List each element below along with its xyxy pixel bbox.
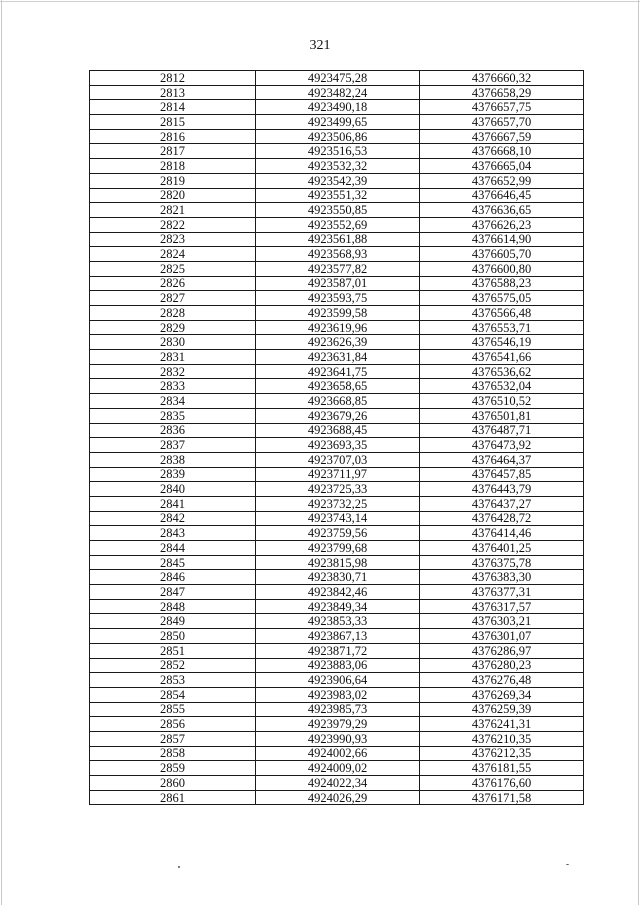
table-row: [90, 702, 584, 717]
x-coordinate-cell: 4923506,86: [256, 129, 420, 144]
table-row: [90, 320, 584, 335]
table-row: [90, 364, 584, 379]
point-number-cell: 2851: [90, 643, 256, 658]
y-coordinate-cell: 4376280,23: [420, 658, 584, 673]
table-row: [90, 614, 584, 629]
point-number-cell: 2844: [90, 541, 256, 556]
point-number-cell: 2834: [90, 394, 256, 409]
table-row: [90, 85, 584, 100]
y-coordinate-cell: 4376668,10: [420, 144, 584, 159]
table-row: [90, 673, 584, 688]
table-row: [90, 570, 584, 585]
table-row: [90, 115, 584, 130]
y-coordinate-cell: 4376652,99: [420, 173, 584, 188]
scan-speck: [178, 866, 180, 868]
y-coordinate-cell: 4376383,30: [420, 570, 584, 585]
x-coordinate-cell: 4923842,46: [256, 585, 420, 600]
point-number-cell: 2853: [90, 673, 256, 688]
table-row: [90, 438, 584, 453]
x-coordinate-cell: 4924026,29: [256, 790, 420, 805]
y-coordinate-cell: 4376241,31: [420, 717, 584, 732]
x-coordinate-cell: 4923599,58: [256, 306, 420, 321]
table-row: [90, 247, 584, 262]
x-coordinate-cell: 4923568,93: [256, 247, 420, 262]
table-row: [90, 159, 584, 174]
y-coordinate-cell: 4376575,05: [420, 291, 584, 306]
table-row: [90, 482, 584, 497]
y-coordinate-cell: 4376464,37: [420, 452, 584, 467]
table-row: [90, 452, 584, 467]
x-coordinate-cell: 4924022,34: [256, 776, 420, 791]
point-number-cell: 2836: [90, 423, 256, 438]
table-row: [90, 350, 584, 365]
point-number-cell: 2849: [90, 614, 256, 629]
table-row: [90, 306, 584, 321]
y-coordinate-cell: 4376636,65: [420, 203, 584, 218]
table-row: [90, 761, 584, 776]
point-number-cell: 2827: [90, 291, 256, 306]
x-coordinate-cell: 4923577,82: [256, 261, 420, 276]
point-number-cell: 2829: [90, 320, 256, 335]
page-top-edge: [0, 1, 640, 2]
table-row: [90, 335, 584, 350]
y-coordinate-cell: 4376660,32: [420, 71, 584, 86]
point-number-cell: 2842: [90, 511, 256, 526]
y-coordinate-cell: 4376501,81: [420, 408, 584, 423]
table-row: [90, 687, 584, 702]
x-coordinate-cell: 4923499,65: [256, 115, 420, 130]
y-coordinate-cell: 4376532,04: [420, 379, 584, 394]
table-row: [90, 790, 584, 805]
point-number-cell: 2858: [90, 746, 256, 761]
point-number-cell: 2843: [90, 526, 256, 541]
point-number-cell: 2847: [90, 585, 256, 600]
x-coordinate-cell: 4924002,66: [256, 746, 420, 761]
x-coordinate-cell: 4923693,35: [256, 438, 420, 453]
point-number-cell: 2860: [90, 776, 256, 791]
x-coordinate-cell: 4923732,25: [256, 496, 420, 511]
x-coordinate-cell: 4923658,65: [256, 379, 420, 394]
table-row: [90, 541, 584, 556]
table-row: [90, 144, 584, 159]
point-number-cell: 2828: [90, 306, 256, 321]
point-number-cell: 2817: [90, 144, 256, 159]
point-number-cell: 2826: [90, 276, 256, 291]
x-coordinate-cell: 4923906,64: [256, 673, 420, 688]
x-coordinate-cell: 4923979,29: [256, 717, 420, 732]
y-coordinate-cell: 4376428,72: [420, 511, 584, 526]
table-row: [90, 100, 584, 115]
x-coordinate-cell: 4923853,33: [256, 614, 420, 629]
table-row: [90, 555, 584, 570]
point-number-cell: 2846: [90, 570, 256, 585]
table-row: [90, 394, 584, 409]
x-coordinate-cell: 4923867,13: [256, 629, 420, 644]
table-row: [90, 173, 584, 188]
x-coordinate-cell: 4923990,93: [256, 731, 420, 746]
y-coordinate-cell: 4376212,35: [420, 746, 584, 761]
y-coordinate-cell: 4376473,92: [420, 438, 584, 453]
table-row: [90, 658, 584, 673]
y-coordinate-cell: 4376667,59: [420, 129, 584, 144]
table-row: [90, 188, 584, 203]
x-coordinate-cell: 4923679,26: [256, 408, 420, 423]
point-number-cell: 2854: [90, 687, 256, 702]
table-row: [90, 129, 584, 144]
y-coordinate-cell: 4376553,71: [420, 320, 584, 335]
point-number-cell: 2824: [90, 247, 256, 262]
x-coordinate-cell: 4923551,32: [256, 188, 420, 203]
y-coordinate-cell: 4376401,25: [420, 541, 584, 556]
x-coordinate-cell: 4923475,28: [256, 71, 420, 86]
y-coordinate-cell: 4376176,60: [420, 776, 584, 791]
point-number-cell: 2819: [90, 173, 256, 188]
point-number-cell: 2857: [90, 731, 256, 746]
x-coordinate-cell: 4923815,98: [256, 555, 420, 570]
table-row: [90, 203, 584, 218]
x-coordinate-cell: 4923849,34: [256, 599, 420, 614]
x-coordinate-cell: 4923516,53: [256, 144, 420, 159]
x-coordinate-cell: 4923883,06: [256, 658, 420, 673]
point-number-cell: 2845: [90, 555, 256, 570]
x-coordinate-cell: 4923490,18: [256, 100, 420, 115]
point-number-cell: 2832: [90, 364, 256, 379]
table-row: [90, 467, 584, 482]
y-coordinate-cell: 4376375,78: [420, 555, 584, 570]
y-coordinate-cell: 4376301,07: [420, 629, 584, 644]
table-row: [90, 717, 584, 732]
y-coordinate-cell: 4376276,48: [420, 673, 584, 688]
x-coordinate-cell: 4923830,71: [256, 570, 420, 585]
point-number-cell: 2831: [90, 350, 256, 365]
point-number-cell: 2812: [90, 71, 256, 86]
table-row: [90, 261, 584, 276]
point-number-cell: 2830: [90, 335, 256, 350]
x-coordinate-cell: 4923532,32: [256, 159, 420, 174]
y-coordinate-cell: 4376541,66: [420, 350, 584, 365]
table-row: [90, 776, 584, 791]
x-coordinate-cell: 4923707,03: [256, 452, 420, 467]
y-coordinate-cell: 4376646,45: [420, 188, 584, 203]
point-number-cell: 2822: [90, 217, 256, 232]
table-row: [90, 71, 584, 86]
x-coordinate-cell: 4924009,02: [256, 761, 420, 776]
x-coordinate-cell: 4923688,45: [256, 423, 420, 438]
point-number-cell: 2820: [90, 188, 256, 203]
y-coordinate-cell: 4376665,04: [420, 159, 584, 174]
x-coordinate-cell: 4923871,72: [256, 643, 420, 658]
y-coordinate-cell: 4376457,85: [420, 467, 584, 482]
table-row: [90, 585, 584, 600]
table-row: [90, 276, 584, 291]
x-coordinate-cell: 4923725,33: [256, 482, 420, 497]
x-coordinate-cell: 4923482,24: [256, 85, 420, 100]
y-coordinate-cell: 4376181,55: [420, 761, 584, 776]
y-coordinate-cell: 4376414,46: [420, 526, 584, 541]
y-coordinate-cell: 4376303,21: [420, 614, 584, 629]
y-coordinate-cell: 4376437,27: [420, 496, 584, 511]
y-coordinate-cell: 4376658,29: [420, 85, 584, 100]
x-coordinate-cell: 4923759,56: [256, 526, 420, 541]
point-number-cell: 2852: [90, 658, 256, 673]
table-row: [90, 232, 584, 247]
page-left-edge: [1, 0, 2, 905]
scan-speck: [566, 864, 569, 865]
y-coordinate-cell: 4376600,80: [420, 261, 584, 276]
table-row: [90, 599, 584, 614]
point-number-cell: 2856: [90, 717, 256, 732]
table-row: [90, 511, 584, 526]
y-coordinate-cell: 4376588,23: [420, 276, 584, 291]
y-coordinate-cell: 4376510,52: [420, 394, 584, 409]
table-row: [90, 731, 584, 746]
x-coordinate-cell: 4923561,88: [256, 232, 420, 247]
table-row: [90, 643, 584, 658]
coordinates-table-body: [90, 71, 584, 805]
coordinates-table: [89, 70, 584, 805]
x-coordinate-cell: 4923542,39: [256, 173, 420, 188]
page-number: 321: [309, 38, 331, 53]
y-coordinate-cell: 4376657,75: [420, 100, 584, 115]
table-row: [90, 217, 584, 232]
point-number-cell: 2841: [90, 496, 256, 511]
point-number-cell: 2813: [90, 85, 256, 100]
table-row: [90, 629, 584, 644]
point-number-cell: 2839: [90, 467, 256, 482]
point-number-cell: 2855: [90, 702, 256, 717]
y-coordinate-cell: 4376536,62: [420, 364, 584, 379]
y-coordinate-cell: 4376443,79: [420, 482, 584, 497]
point-number-cell: 2825: [90, 261, 256, 276]
x-coordinate-cell: 4923631,84: [256, 350, 420, 365]
point-number-cell: 2837: [90, 438, 256, 453]
point-number-cell: 2840: [90, 482, 256, 497]
y-coordinate-cell: 4376546,19: [420, 335, 584, 350]
y-coordinate-cell: 4376259,39: [420, 702, 584, 717]
point-number-cell: 2835: [90, 408, 256, 423]
x-coordinate-cell: 4923985,73: [256, 702, 420, 717]
x-coordinate-cell: 4923983,02: [256, 687, 420, 702]
point-number-cell: 2833: [90, 379, 256, 394]
y-coordinate-cell: 4376626,23: [420, 217, 584, 232]
point-number-cell: 2818: [90, 159, 256, 174]
table-row: [90, 423, 584, 438]
x-coordinate-cell: 4923641,75: [256, 364, 420, 379]
x-coordinate-cell: 4923552,69: [256, 217, 420, 232]
x-coordinate-cell: 4923587,01: [256, 276, 420, 291]
y-coordinate-cell: 4376269,34: [420, 687, 584, 702]
table-row: [90, 496, 584, 511]
x-coordinate-cell: 4923799,68: [256, 541, 420, 556]
x-coordinate-cell: 4923593,75: [256, 291, 420, 306]
y-coordinate-cell: 4376317,57: [420, 599, 584, 614]
point-number-cell: 2861: [90, 790, 256, 805]
y-coordinate-cell: 4376605,70: [420, 247, 584, 262]
y-coordinate-cell: 4376171,58: [420, 790, 584, 805]
point-number-cell: 2859: [90, 761, 256, 776]
x-coordinate-cell: 4923619,96: [256, 320, 420, 335]
y-coordinate-cell: 4376657,70: [420, 115, 584, 130]
x-coordinate-cell: 4923668,85: [256, 394, 420, 409]
point-number-cell: 2838: [90, 452, 256, 467]
y-coordinate-cell: 4376566,48: [420, 306, 584, 321]
y-coordinate-cell: 4376210,35: [420, 731, 584, 746]
point-number-cell: 2850: [90, 629, 256, 644]
table-row: [90, 526, 584, 541]
point-number-cell: 2816: [90, 129, 256, 144]
x-coordinate-cell: 4923711,97: [256, 467, 420, 482]
point-number-cell: 2823: [90, 232, 256, 247]
y-coordinate-cell: 4376377,31: [420, 585, 584, 600]
point-number-cell: 2814: [90, 100, 256, 115]
table-row: [90, 746, 584, 761]
y-coordinate-cell: 4376487,71: [420, 423, 584, 438]
y-coordinate-cell: 4376614,90: [420, 232, 584, 247]
point-number-cell: 2848: [90, 599, 256, 614]
x-coordinate-cell: 4923626,39: [256, 335, 420, 350]
y-coordinate-cell: 4376286,97: [420, 643, 584, 658]
table-row: [90, 379, 584, 394]
point-number-cell: 2821: [90, 203, 256, 218]
point-number-cell: 2815: [90, 115, 256, 130]
x-coordinate-cell: 4923743,14: [256, 511, 420, 526]
table-row: [90, 408, 584, 423]
page-right-edge: [638, 0, 639, 905]
table-row: [90, 291, 584, 306]
x-coordinate-cell: 4923550,85: [256, 203, 420, 218]
